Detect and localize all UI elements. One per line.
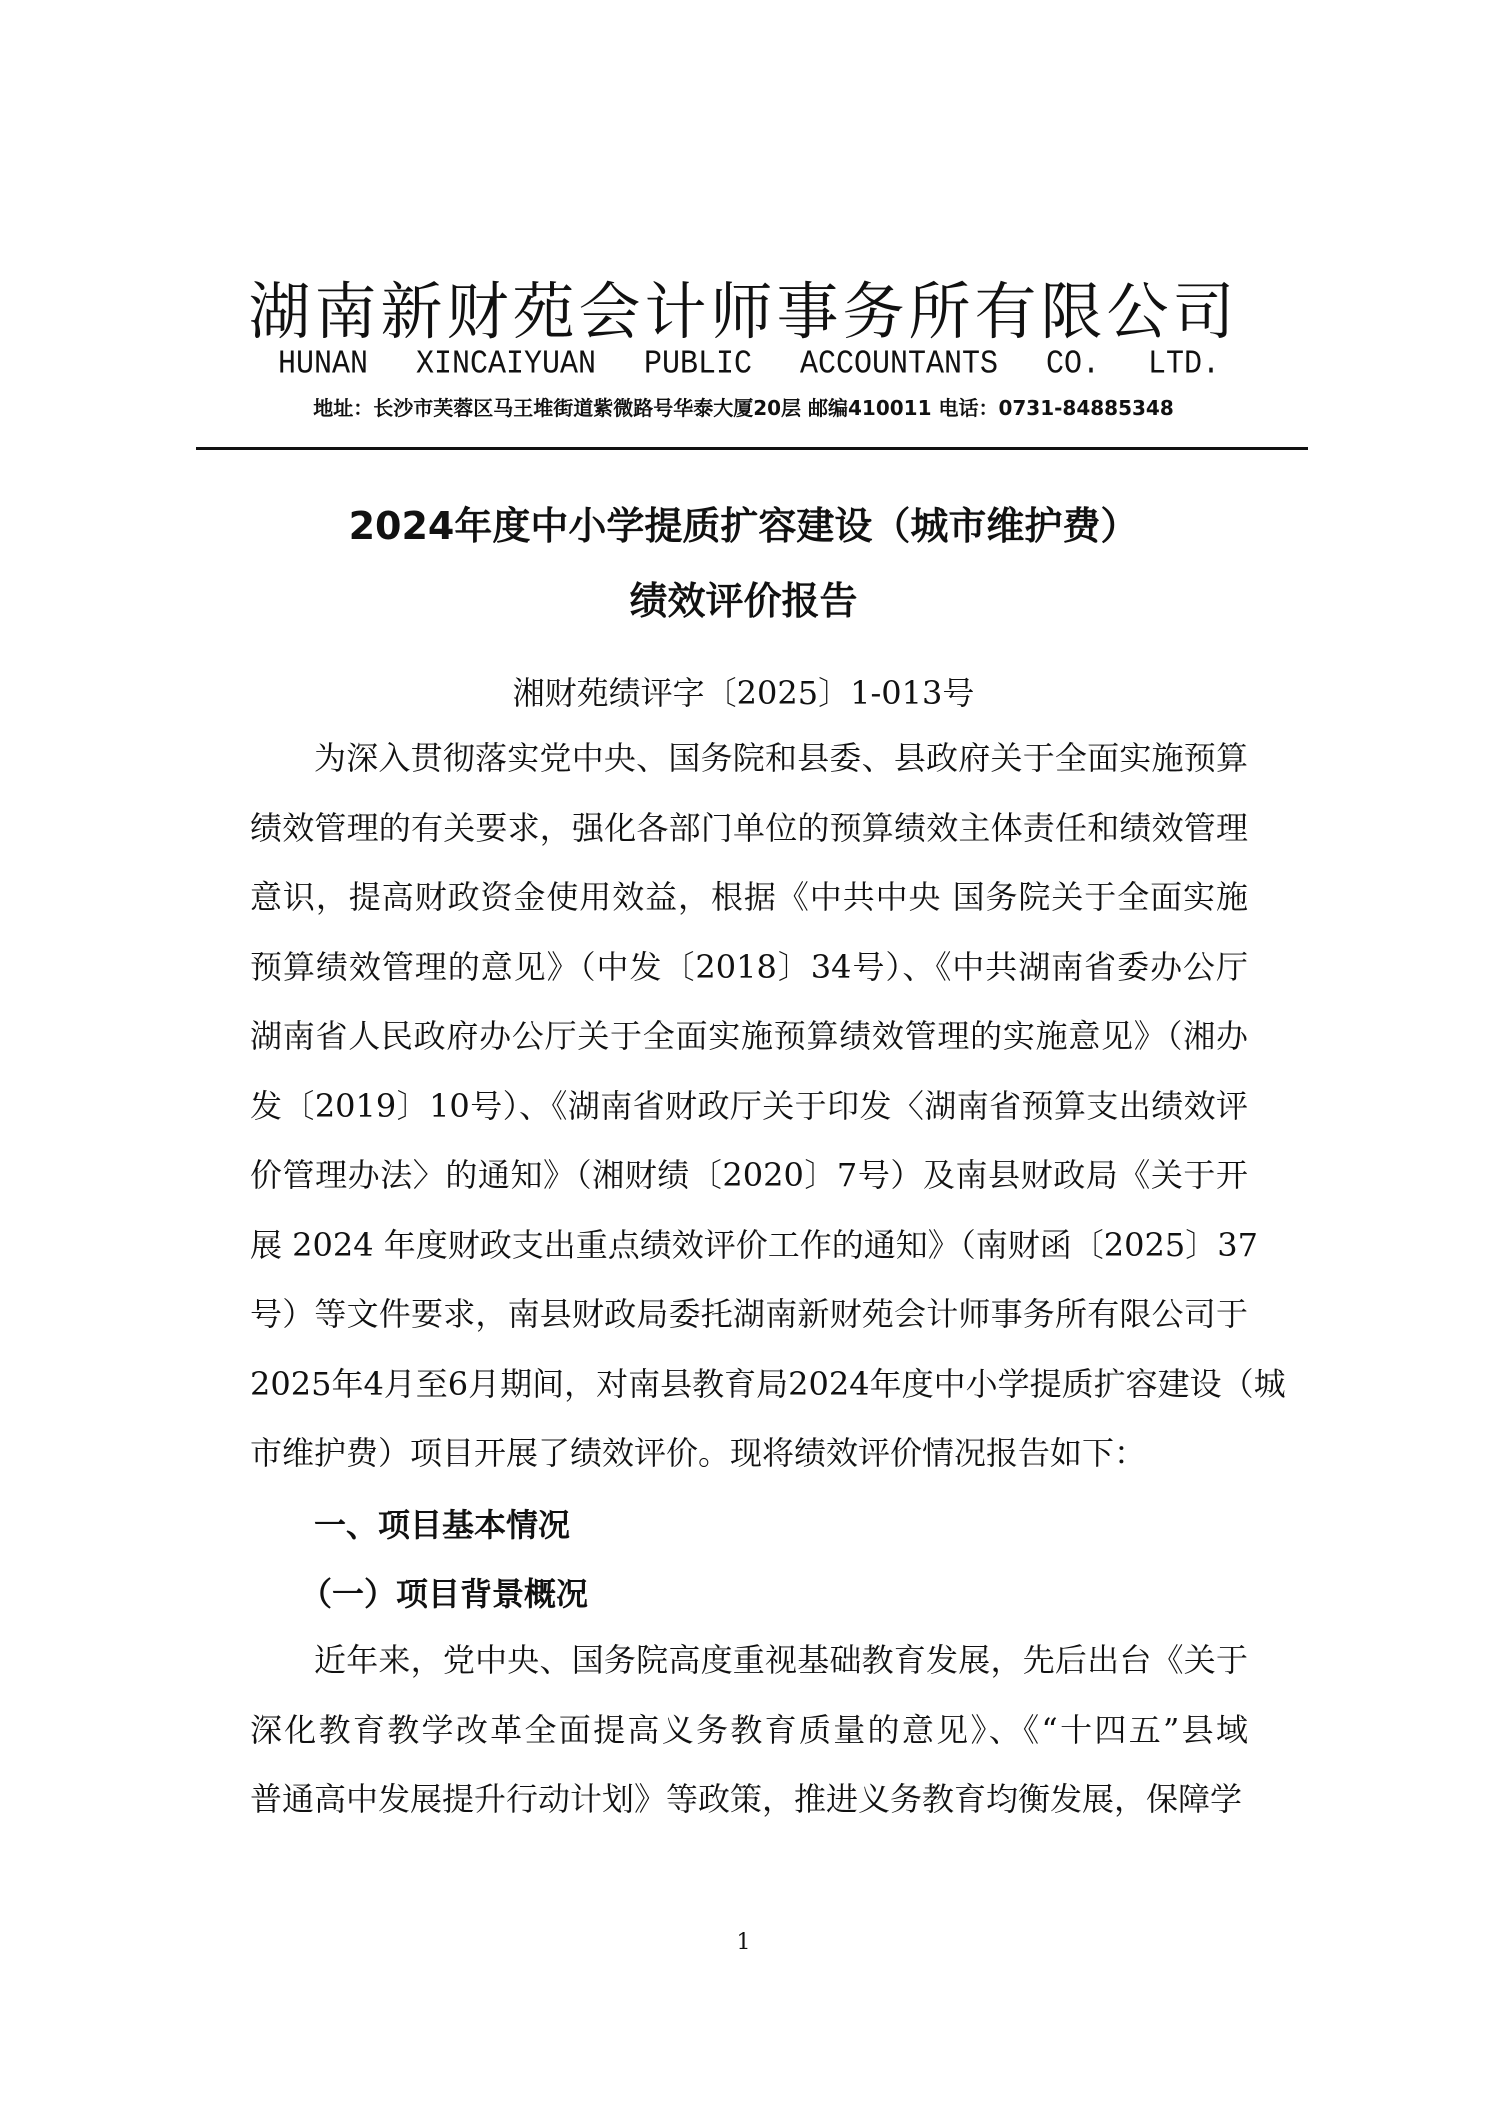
text-line: 市维护费）项目开展了绩效评价。现将绩效评价情况报告如下： <box>250 1434 1147 1472</box>
text-line: 号）等文件要求，南县财政局委托湖南新财苑会计师事务所有限公司于 <box>250 1295 1248 1333</box>
section-heading: 一、项目基本情况 <box>314 1506 571 1544</box>
text-line: 绩效管理的有关要求，强化各部门单位的预算绩效主体责任和绩效管理 <box>250 808 1248 847</box>
en-word: ACCOUNTANTS <box>799 346 999 384</box>
en-word: PUBLIC <box>643 346 753 384</box>
text-line: 为深入贯彻落实党中央、国务院和县委、县政府关于全面实施预算 <box>314 739 1248 777</box>
report-title-line2: 绩效评价报告 <box>629 579 858 623</box>
en-word: XINCAIYUAN <box>415 346 597 384</box>
text-line: 湖南省人民政府办公厅关于全面实施预算绩效管理的实施意见》（湘办 <box>250 1017 1248 1055</box>
report-title-line1: 2024年度中小学提质扩容建设（城市维护费） <box>348 504 1139 548</box>
document-number: 湘财苑绩评字〔2025〕1-013号 <box>512 674 975 712</box>
en-word: HUNAN <box>278 346 369 384</box>
text-line: 展 2024 年度财政支出重点绩效评价工作的通知》（南财函〔2025〕37 <box>250 1225 1258 1264</box>
text-line: 意识，提高财政资金使用效益，根据《中共中央 国务院关于全面实施 <box>250 878 1248 916</box>
en-word: CO. <box>1046 346 1101 384</box>
subsection-heading: （一）项目背景概况 <box>300 1575 589 1613</box>
company-name-cn: 湖南新财苑会计师事务所有限公司 <box>248 275 1239 348</box>
text-line: 预算绩效管理的意见》（中发〔2018〕34号）、《中共湖南省委办公厅 <box>250 947 1248 986</box>
company-address: 地址：长沙市芙蓉区马王堆街道紫微路号华泰大厦20层 邮编410011 电话：0731-84885348 <box>313 396 1174 420</box>
text-line: 发〔2019〕10号）、《湖南省财政厅关于印发〈湖南省预算支出绩效评 <box>250 1086 1248 1125</box>
en-word: LTD. <box>1147 346 1220 384</box>
text-line: 2025年4月至6月期间，对南县教育局2024年度中小学提质扩容建设（城 <box>250 1364 1286 1403</box>
text-line: 普通高中发展提升行动计划》等政策，推进义务教育均衡发展，保障学 <box>250 1780 1243 1818</box>
company-name-en <box>278 346 1220 383</box>
text-line: 近年来，党中央、国务院高度重视基础教育发展，先后出台《关于 <box>314 1641 1248 1679</box>
text-line: 深化教育教学改革全面提高义务教育质量的意见》、《“十四五”县域 <box>250 1710 1248 1749</box>
text-line: 价管理办法〉的通知》（湘财绩〔2020〕7号）及南县财政局《关于开 <box>250 1156 1248 1194</box>
page-number: 1 <box>736 1930 751 1955</box>
letterhead-divider <box>196 447 1308 450</box>
